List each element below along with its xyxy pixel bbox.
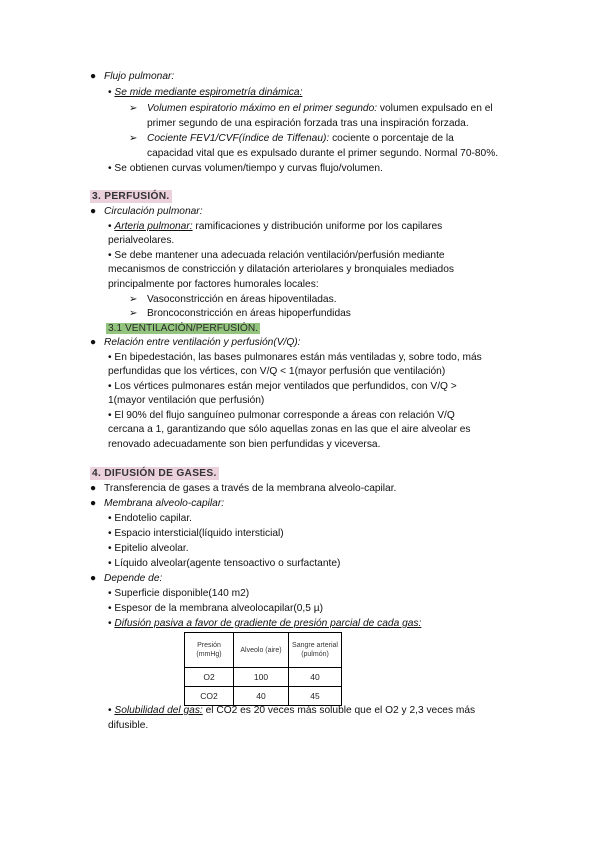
arrowhead-icon: ➢ — [129, 294, 138, 305]
tiffenau-def-2: capacidad vital que es expulsado durante el primer segundo. Normal 70-80%. — [147, 148, 499, 159]
balance-2: mecanismos de constricción y dilatación arteriolares y bronquiales mediados — [108, 264, 454, 275]
tiffenau-term: Cociente FEV1/CVF(índice de Tiffenau): — [147, 133, 330, 144]
membrane-line — [90, 497, 224, 511]
thickness-text: Espesor de la membrana alveolocapilar(0,5 µ) — [114, 603, 323, 614]
depends-line — [90, 572, 162, 586]
flow-line-1: • El 90% del flujo sanguíneo pulmonar corresponde a áreas con relación V/Q — [108, 410, 455, 421]
relation-title: Relación entre ventilación y perfusión(V/Q): — [104, 337, 301, 348]
broncho-text: Broncoconstricción en áreas hipoperfundidas — [147, 308, 351, 319]
apex-line-1: • Los vértices pulmonares están mejor ventilados que perfundidos, con V/Q > — [108, 381, 457, 392]
artery-line: • Arteria pulmonar: ramificaciones y distribución uniforme por los capilares — [108, 221, 443, 232]
partial-pressure-table — [184, 632, 342, 706]
table-row — [185, 668, 342, 687]
flow-3: renovado adecuadamente son bien perfundidas y viceversa. — [108, 439, 381, 450]
standing-1: En bipedestación, las bases pulmonares están más ventiladas y, sobre todo, más — [114, 352, 482, 363]
standing-line-1: • En bipedestación, las bases pulmonares están más ventiladas y, sobre todo, más — [108, 352, 482, 363]
flow-measured: Se mide mediante espirometría dinámica: — [114, 87, 303, 98]
balance-3: principalmente por factores humorales locales: — [108, 279, 319, 290]
transfer-line — [90, 482, 396, 496]
artery-def-2: perialveolares. — [108, 235, 175, 246]
table-header: Sangre arterial (pulmón) — [289, 633, 342, 668]
vems-term: Volumen espiratorio máximo en el primer segundo: — [147, 103, 378, 114]
vems-line — [129, 102, 493, 116]
gas-cell: CO2 — [185, 687, 234, 706]
apex-1: Los vértices pulmonares están mejor ventilados que perfundidos, con V/Q > — [114, 381, 457, 392]
flow-title-line — [90, 70, 174, 84]
tiffenau-line — [129, 132, 454, 146]
gas-cell: O2 — [185, 668, 234, 687]
table-header-row — [185, 633, 342, 668]
vems-def-1: volumen expulsado en el — [377, 103, 493, 114]
bullet-icon: ● — [90, 573, 97, 584]
circulation-title: Circulación pulmonar: — [104, 206, 203, 217]
bullet-icon: ● — [90, 483, 97, 494]
apex-2: 1(mayor ventilación que perfusión) — [108, 395, 265, 406]
table-header: Presión (mmHg) — [185, 633, 234, 668]
flow-2: cercana a 1, garantizando que sólo aquellas zonas en las que el aire alveolar es — [108, 424, 471, 435]
arrowhead-icon: ➢ — [129, 103, 138, 114]
layer-text: Epitelio alveolar. — [114, 543, 189, 554]
layer-text: Espacio intersticial(líquido intersticial) — [114, 528, 284, 539]
vq-subheading-line — [106, 322, 260, 336]
layer-text: Líquido alveolar(agente tensoactivo o surfactante) — [114, 558, 341, 569]
flow-1: El 90% del flujo sanguíneo pulmonar corresponde a áreas con relación V/Q — [114, 410, 455, 421]
tiffenau-def-1: cociente o porcentaje de la — [329, 133, 454, 144]
artery-def-1: ramificaciones y distribución uniforme por los capilares — [192, 221, 443, 232]
flow-title: Flujo pulmonar: — [104, 71, 175, 82]
sangre-cell: 40 — [289, 668, 342, 687]
standing-2: perfundidas que los vértices, con V/Q < 1(mayor perfusión que ventilación) — [108, 366, 446, 377]
vq-subheading: 3.1 VENTILACIÓN/PERFUSIÓN. — [108, 323, 259, 334]
table-row — [185, 687, 342, 706]
surface-line: • Superficie disponible(140 m2) — [108, 588, 250, 599]
vaso-line — [129, 293, 337, 307]
solubility-def-1: el CO2 es 20 veces más soluble que el O2 y 2,3 veces más — [202, 705, 476, 716]
transfer-text: Transferencia de gases a través de la membrana alveolo-capilar. — [104, 483, 397, 494]
vaso-text: Vasoconstricción en áreas hipoventiladas. — [147, 294, 337, 305]
curves-line: • Se obtienen curvas volumen/tiempo y curvas flujo/volumen. — [108, 163, 383, 174]
perfusion-heading-line — [90, 190, 172, 204]
membrane-title: Membrana alveolo-capilar: — [104, 498, 225, 509]
balance-line-1: • Se debe mantener una adecuada relación ventilación/perfusión mediante — [108, 250, 445, 261]
diffusion-heading: 4. DIFUSIÓN DE GASES. — [92, 468, 217, 479]
layer-text: Endotelio capilar. — [114, 513, 192, 524]
relation-line — [90, 336, 301, 350]
layer-item: • Epitelio alveolar. — [108, 543, 189, 554]
solubility-term: Solubilidad del gas: — [114, 705, 203, 716]
layer-item: • Espacio intersticial(líquido intersticial) — [108, 528, 284, 539]
layer-item: • Endotelio capilar. — [108, 513, 192, 524]
curves-text: Se obtienen curvas volumen/tiempo y curvas flujo/volumen. — [114, 163, 383, 174]
bullet-icon: ● — [90, 71, 97, 82]
passive-text: Difusión pasiva a favor de gradiente de presión parcial de cada gas: — [114, 618, 422, 629]
alveolo-cell: 100 — [234, 668, 289, 687]
alveolo-cell: 40 — [234, 687, 289, 706]
broncho-line — [129, 307, 351, 321]
bullet-icon: ● — [90, 337, 97, 348]
perfusion-heading: 3. PERFUSIÓN. — [92, 191, 170, 202]
balance-1: Se debe mantener una adecuada relación ventilación/perfusión mediante — [114, 250, 445, 261]
sangre-cell: 45 — [289, 687, 342, 706]
diffusion-heading-line — [90, 467, 219, 481]
vems-def-2: primer segundo de una espiración forzada tras una inspiración forzada. — [147, 118, 469, 129]
depends-title: Depende de: — [104, 573, 163, 584]
thickness-line: • Espesor de la membrana alveolocapilar(0,5 µ) — [108, 603, 323, 614]
flow-measured-line: • Se mide mediante espirometría dinámica: — [108, 87, 303, 98]
bullet-icon: ● — [90, 498, 97, 509]
arrowhead-icon: ➢ — [129, 308, 138, 319]
surface-text: Superficie disponible(140 m2) — [114, 588, 250, 599]
bullet-icon: ● — [90, 206, 97, 217]
artery-term: Arteria pulmonar: — [114, 221, 193, 232]
passive-line: • Difusión pasiva a favor de gradiente de presión parcial de cada gas: — [108, 618, 422, 629]
solubility-def-2: difusible. — [108, 720, 149, 731]
arrowhead-icon: ➢ — [129, 133, 138, 144]
solubility-line-1: • Solubilidad del gas: el CO2 es 20 veces más soluble que el O2 y 2,3 veces más — [108, 705, 476, 716]
circulation-line — [90, 205, 203, 219]
table-header: Alveolo (aire) — [234, 633, 289, 668]
layer-item: • Líquido alveolar(agente tensoactivo o surfactante) — [108, 558, 341, 569]
